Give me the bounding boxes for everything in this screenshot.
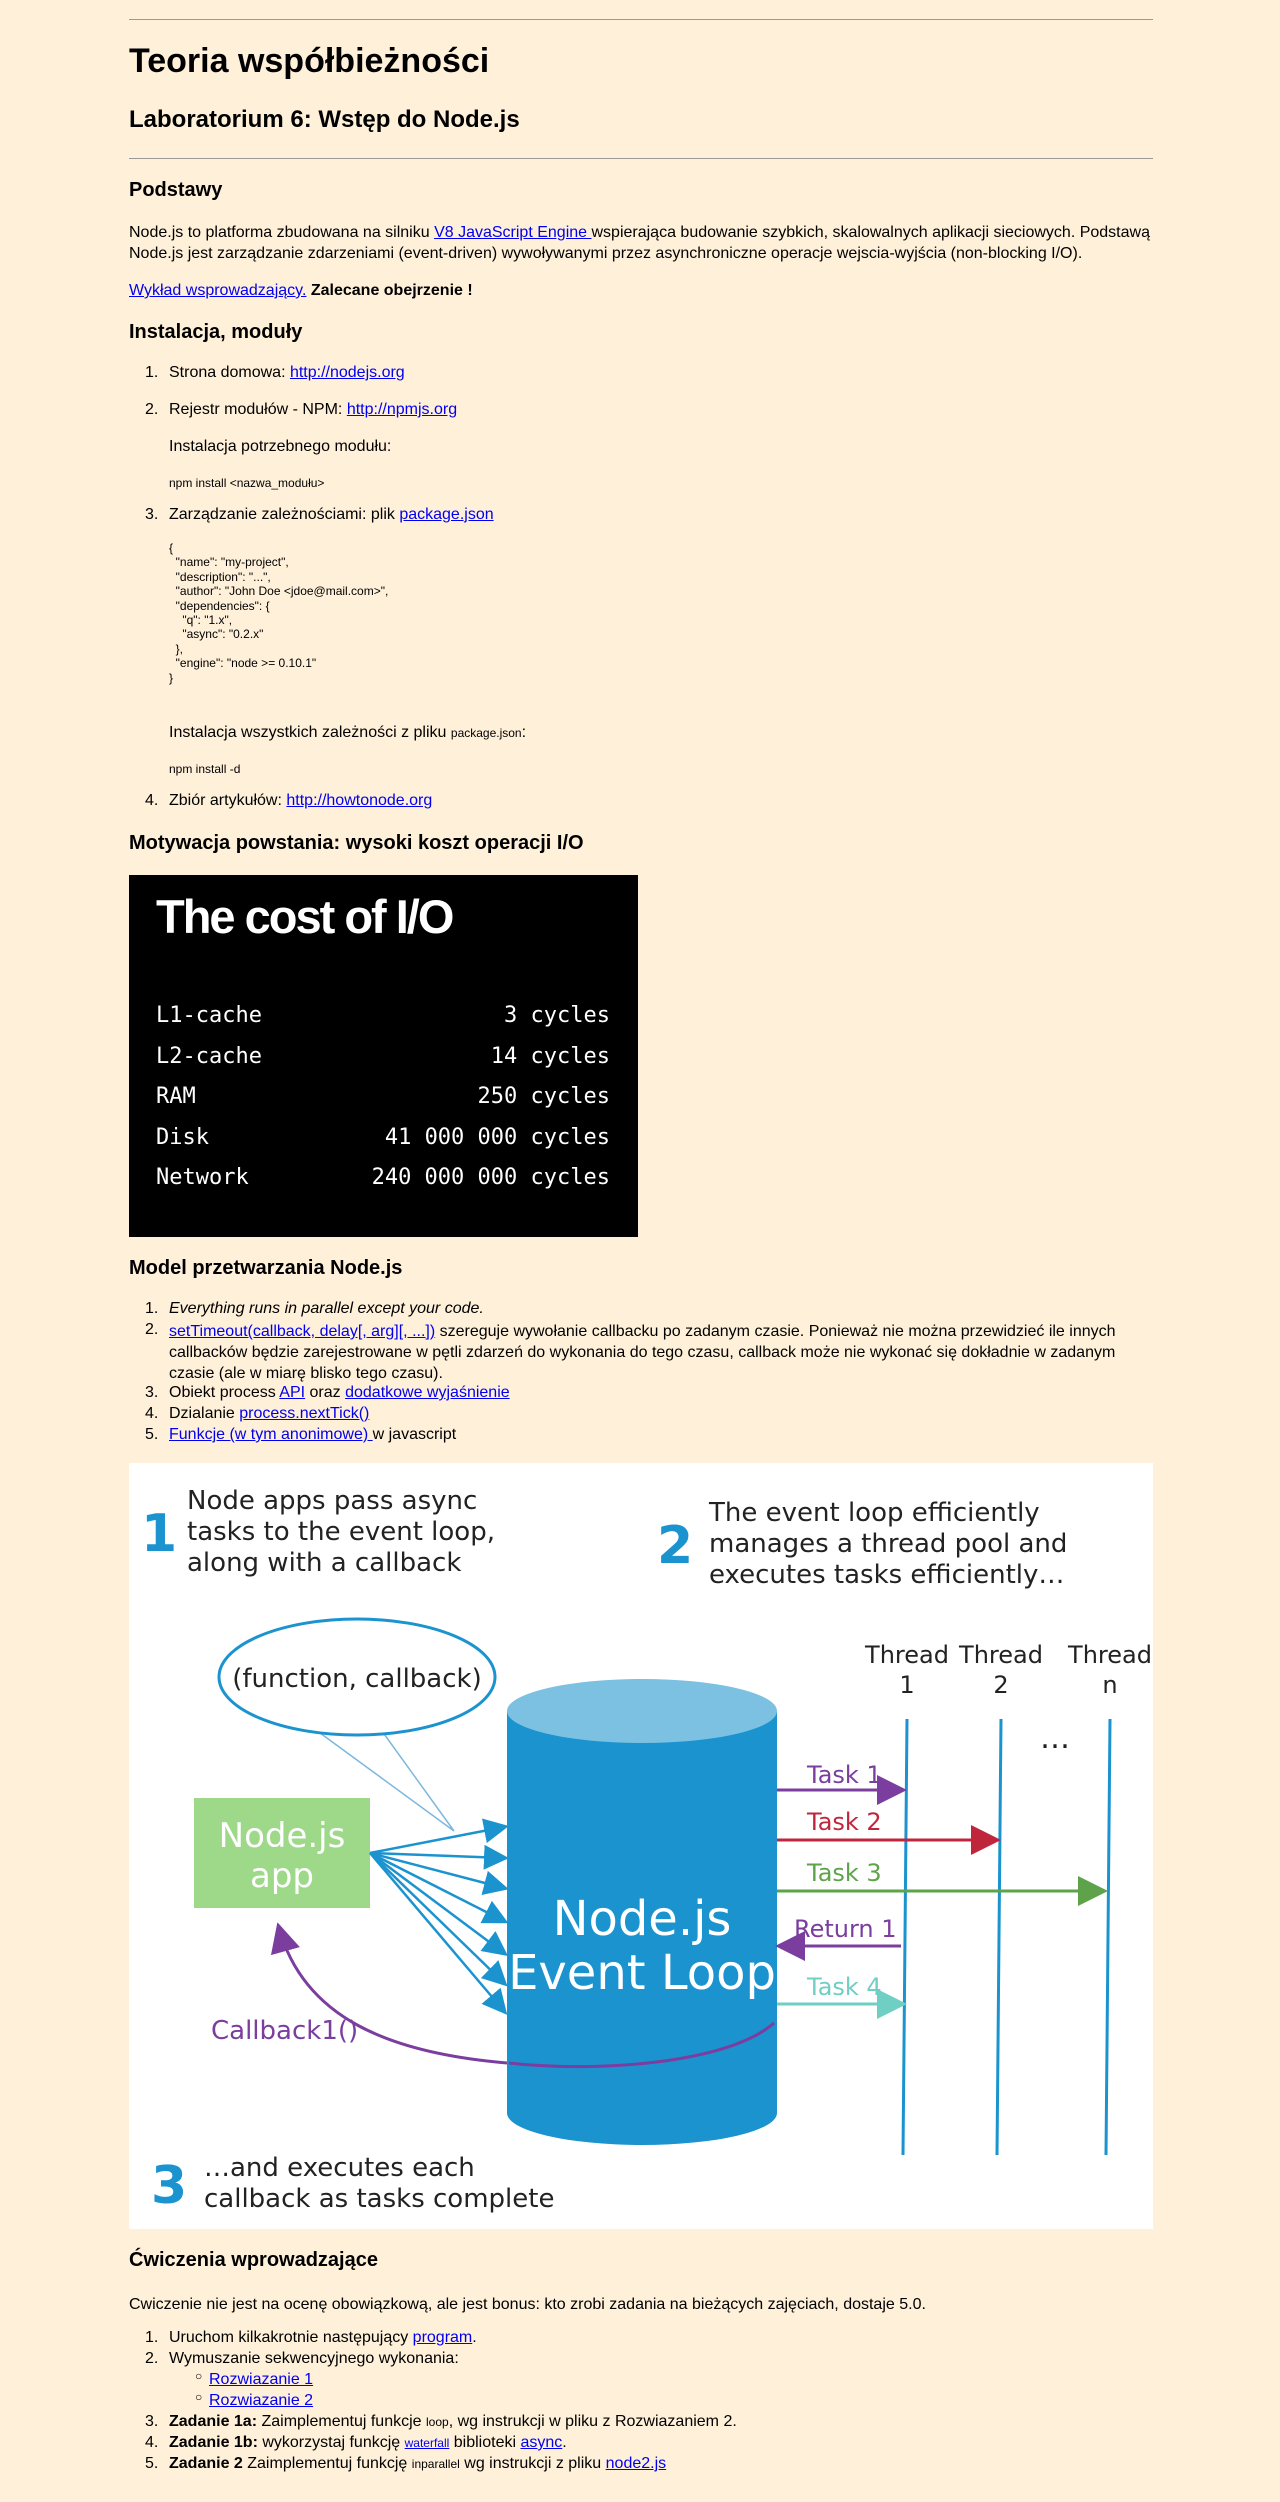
nexttick-label: Dzialanie: [169, 1405, 240, 1422]
list-number: 3.: [145, 2413, 159, 2430]
io-cost-label: Network: [156, 1165, 249, 1190]
io-cost-label: Disk: [156, 1124, 209, 1150]
step-number-3: 3: [151, 2156, 188, 2216]
fan-arrows: [370, 1827, 504, 2011]
npm-link[interactable]: http://npmjs.org: [346, 401, 458, 418]
task2-text: Zaimplementuj funkcję: [242, 2455, 412, 2472]
waterfall-link[interactable]: waterfall: [404, 2436, 450, 2450]
explanation-link[interactable]: dodatkowe wyjaśnienie: [345, 1384, 510, 1401]
list-item: Wymuszanie sekwencyjnego wykonania:: [169, 2350, 459, 2367]
event-loop-line1: Node.js: [552, 1891, 732, 1947]
thread-line: [903, 1719, 907, 2155]
section-heading-model: Model przetwarzania Node.js: [129, 1257, 403, 1279]
task2-label: Zadanie 2: [169, 2455, 243, 2472]
process-mid: oraz: [305, 1384, 346, 1401]
page-subtitle: Laboratorium 6: Wstęp do Node.js: [129, 106, 520, 133]
node2-link[interactable]: node2.js: [605, 2455, 667, 2472]
step2-line2: manages a thread pool and: [709, 1529, 1068, 1559]
step1-line3: along with a callback: [187, 1548, 462, 1578]
io-cost-value: 14 cycles: [490, 1043, 610, 1069]
lecture-link[interactable]: Wykład wsprowadzający.: [129, 282, 307, 299]
task4-label: Task 4: [807, 1973, 882, 2001]
list-number: 2.: [145, 1321, 159, 1338]
install-note: Instalacja potrzebnego modułu:: [169, 438, 392, 455]
sub-list-item: [209, 2371, 313, 2389]
cylinder-top: [507, 1679, 777, 1743]
list-number: 4.: [145, 2434, 159, 2451]
threadn-label: Thread: [1068, 1641, 1152, 1669]
step3-line1: …and executes each: [204, 2153, 475, 2183]
install-command: npm install <nazwa_modułu>: [169, 476, 325, 490]
deps-label: Zarządzanie zależnościami: plik: [169, 506, 400, 523]
run-label: Uruchom kilkakrotnie następujący: [169, 2329, 413, 2346]
step-number-1: 1: [141, 1504, 178, 1564]
callback-label: Callback1(): [211, 2016, 359, 2046]
npm-label: Rejestr modułów - NPM:: [169, 401, 347, 418]
section-heading-instalacja: Instalacja, moduły: [129, 321, 303, 343]
bullet-circle: ○: [195, 2390, 203, 2404]
thread1-number: 1: [899, 1671, 915, 1699]
thread1-label: Thread: [865, 1641, 949, 1669]
list-item: [169, 792, 432, 810]
list-number: 2.: [145, 2350, 159, 2367]
solution1-link[interactable]: Rozwiazanie 1: [209, 2371, 314, 2388]
run-period: .: [472, 2329, 477, 2346]
settimeout-desc: szereguje wywołanie callbacku po zadanym czasie. Ponieważ nie można przewidzieć ile innych callbacków będzie zarejestrowane w pętli zdarzeń do wykonania do tego czasu, callback może nie wykonać się dokładnie w zadanym czasie (ale w miarę blisko tego czasu).: [169, 1323, 1116, 1382]
section-heading-podstawy: Podstawy: [129, 179, 223, 201]
program-link[interactable]: program: [412, 2329, 473, 2346]
install-all-text: Instalacja wszystkich zależności z pliku: [169, 724, 451, 741]
articles-label: Zbiór artykułów:: [169, 792, 287, 809]
top-divider: [129, 19, 1153, 20]
task1b-mid: biblioteki: [449, 2434, 521, 2451]
section-heading-motywacja: Motywacja powstania: wysoki koszt operacji I/O: [129, 832, 584, 854]
task1b-label: Zadanie 1b:: [169, 2434, 258, 2451]
list-number: 5.: [145, 1426, 159, 1443]
io-cost-value: 240 000 000 cycles: [371, 1165, 610, 1190]
thread2-label: Thread: [959, 1641, 1043, 1669]
thread-line: [1106, 1719, 1110, 2155]
list-item: [169, 1384, 510, 1402]
list-number: 3.: [145, 1384, 159, 1401]
loop-code: loop: [426, 2415, 449, 2429]
v8-link[interactable]: V8 JavaScript Engine: [434, 224, 592, 241]
io-cost-label: RAM: [156, 1084, 196, 1109]
list-item: [169, 2434, 567, 2452]
section-heading-cwiczenia: Ćwiczenia wprowadzające: [129, 2249, 378, 2271]
threadn-number: n: [1102, 1671, 1118, 1699]
io-cost-row: [156, 1125, 610, 1155]
list-number: 1.: [145, 2329, 159, 2346]
io-cost-row: [156, 1044, 610, 1074]
nodejs-link[interactable]: http://nodejs.org: [289, 364, 405, 381]
functions-link[interactable]: Funkcje (w tym anonimowe): [169, 1426, 373, 1443]
step2-line3: executes tasks efficiently…: [709, 1560, 1065, 1590]
io-cost-title: The cost of I/O: [156, 890, 453, 943]
app-box-line2: app: [250, 1856, 314, 1896]
list-item: [169, 506, 494, 524]
list-item: [169, 2455, 666, 2473]
step1-line2: tasks to the event loop,: [187, 1517, 495, 1547]
step-number-2: 2: [657, 1516, 694, 1576]
lecture-paragraph: [129, 280, 1153, 301]
api-link[interactable]: API: [279, 1384, 306, 1401]
intro-paragraph: [129, 222, 1153, 264]
fan-arrow: [370, 1853, 504, 2011]
list-item: [169, 1426, 456, 1444]
event-loop-line2: Event Loop: [508, 1945, 776, 2001]
intro-text-start: Node.js to platforma zbudowana na silniku: [129, 224, 435, 241]
thread-lines: [903, 1719, 1110, 2155]
io-cost-image: [129, 875, 638, 1237]
app-box-line1: Node.js: [218, 1816, 346, 1856]
step1-line1: Node apps pass async: [187, 1486, 478, 1516]
thread-line: [997, 1719, 1001, 2155]
io-cost-row: [156, 1165, 610, 1195]
page-title: Teoria współbieżności: [129, 42, 490, 80]
io-cost-value: 250 cycles: [477, 1084, 610, 1109]
bubble-text: (function, callback): [232, 1664, 482, 1694]
list-number: 4.: [145, 1405, 159, 1422]
task2-mid: wg instrukcji z pliku: [459, 2455, 606, 2472]
list-number: 5.: [145, 2455, 159, 2472]
list-item: [169, 2329, 477, 2347]
list-number: 1.: [145, 1300, 159, 1317]
thread2-number: 2: [993, 1671, 1009, 1699]
fan-arrow: [370, 1853, 504, 1983]
install-all-note: [169, 724, 526, 742]
list-number: 3.: [145, 506, 159, 523]
list-number: 4.: [145, 792, 159, 809]
step2-line1: The event loop efficiently: [709, 1498, 1040, 1528]
list-item: [169, 401, 457, 419]
io-cost-row: [156, 1003, 610, 1033]
exercise-intro: Cwiczenie nie jest na ocenę obowiązkową, ale jest bonus: kto zrobi zadania na bieżących zajęciach, dostaje 5.0.: [129, 2296, 926, 2313]
install-d-command: npm install -d: [169, 762, 241, 776]
install-all-colon: :: [521, 724, 527, 741]
io-cost-label: L2-cache: [156, 1043, 262, 1069]
task2-label: Task 2: [807, 1808, 882, 1836]
solution2-link[interactable]: Rozwiazanie 2: [209, 2392, 314, 2409]
list-item: [169, 2413, 737, 2431]
intro-text-end: wspierająca budowanie szybkich, skalowalnych aplikacji sieciowych. Podstawą Node.js jest zarządzanie zdarzeniami (event-driven) wywoływanymi przez asynchroniczne operacje wejscia-wyjścia (non-blocking I/O).: [129, 224, 1150, 262]
event-loop-svg: [129, 1463, 1153, 2229]
task1a-label: Zadanie 1a:: [169, 2413, 258, 2430]
list-item: [169, 364, 405, 382]
fan-arrow: [370, 1853, 504, 1921]
homepage-label: Strona domowa:: [169, 364, 290, 381]
howtonode-link[interactable]: http://howtonode.org: [286, 792, 433, 809]
recommend-note: Zalecane obejrzenie !: [306, 282, 473, 299]
event-loop-diagram: [129, 1463, 1153, 2229]
async-link[interactable]: async: [520, 2434, 563, 2451]
return1-label: Return 1: [794, 1915, 897, 1943]
list-number: 1.: [145, 364, 159, 381]
threads-ellipsis: …: [1040, 1721, 1070, 1756]
settimeout-link[interactable]: setTimeout(callback, delay[, arg][, ...]): [169, 1323, 436, 1340]
list-number: 2.: [145, 401, 159, 418]
package-json-code: { "name": "my-project", "description": "...", "author": "John Doe <jdoe@mail.com>", "dependencies": { "q": "1.x", "async": "0.2.x" }, "engine": "node >= 0.10.1" }: [169, 541, 389, 685]
list-item: [169, 1405, 369, 1423]
io-cost-value: 41 000 000 cycles: [384, 1124, 610, 1150]
list-item: [169, 1321, 1153, 1384]
task1a-after: , wg instrukcji w pliku z Rozwiazaniem 2.: [448, 2413, 737, 2430]
process-label: Obiekt process: [169, 1384, 280, 1401]
sub-list-item: [209, 2392, 313, 2410]
step3-line2: callback as tasks complete: [204, 2184, 555, 2214]
io-cost-row: [156, 1084, 610, 1114]
package-json-inline: package.json: [450, 726, 522, 740]
io-cost-label: L1-cache: [156, 1003, 262, 1028]
fan-arrow: [370, 1853, 504, 1953]
task1-label: Task 1: [807, 1761, 882, 1789]
io-cost-value: 3 cycles: [504, 1003, 610, 1028]
task1a-text: Zaimplementuj funkcje: [257, 2413, 426, 2430]
task1b-text: wykorzystaj funkcję: [257, 2434, 405, 2451]
fan-arrow: [370, 1827, 504, 1853]
inparallel-code: inparallel: [411, 2457, 460, 2471]
functions-text: w javascript: [372, 1426, 457, 1443]
nexttick-link[interactable]: process.nextTick(): [239, 1405, 370, 1422]
task3-label: Task 3: [807, 1859, 882, 1887]
header-divider: [129, 158, 1153, 159]
task1b-after: .: [562, 2434, 567, 2451]
list-item: Everything runs in parallel except your code.: [169, 1300, 484, 1317]
bullet-circle: ○: [195, 2369, 203, 2383]
package-json-link[interactable]: package.json: [399, 506, 494, 523]
